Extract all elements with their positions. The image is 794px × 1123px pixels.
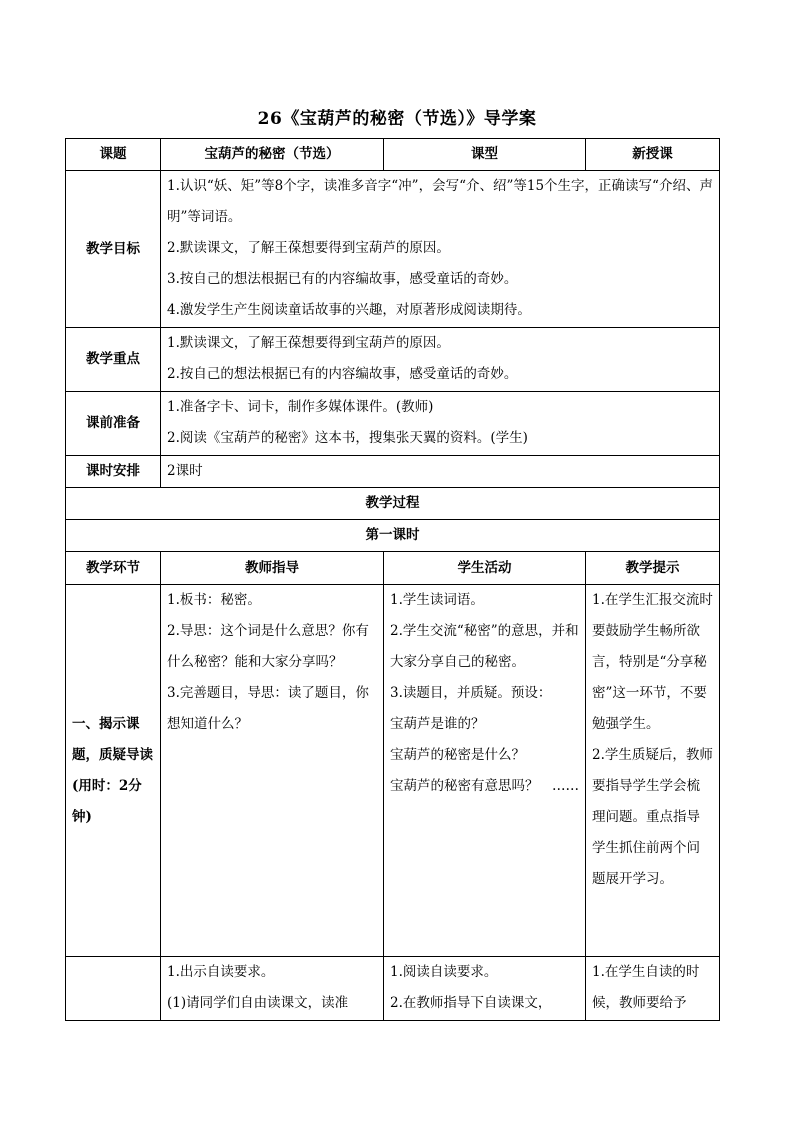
prep-item: 2.阅读《宝葫芦的秘密》这本书，搜集张天翼的资料。(学生) — [167, 430, 528, 446]
step2-student — [384, 957, 586, 1021]
teacher-item: 1.出示自读要求。 — [167, 964, 275, 980]
student-item: 宝葫芦是谁的？ — [390, 716, 485, 732]
goal-item: 3.按自己的想法根据已有的内容编故事，感受童话的奇妙。 — [167, 271, 518, 287]
schedule-label: 课时安排 — [66, 456, 161, 488]
lesson-title-row — [66, 520, 720, 552]
lesson-plan-table — [65, 138, 720, 1021]
goals-row — [66, 171, 720, 328]
goal-item: 4.激发学生产生阅读童话故事的兴趣，对原著形成阅读期待。 — [167, 302, 531, 318]
teacher-item: (1)请同学们自由读课文，读准 — [167, 995, 349, 1011]
column-header: 教学提示 — [586, 552, 720, 585]
step1-student — [384, 585, 586, 957]
process-title: 教学过程 — [66, 488, 720, 520]
student-item: 宝葫芦的秘密有意思吗？ …… — [390, 778, 579, 794]
tip-item: 2.学生质疑后，教师要指导学生学会梳理问题。重点指导学生抓住前两个问题展开学习。 — [592, 747, 713, 887]
header-row — [66, 139, 720, 171]
goal-item: 1.认识“妖、矩”等8个字，读准多音字“冲”，会写“介、绍”等15个生字，正确读写“介绍、声明”等词语。 — [167, 178, 713, 225]
teacher-item: 1.板书：秘密。 — [167, 592, 261, 608]
focus-content — [161, 328, 720, 392]
column-header-row — [66, 552, 720, 585]
step2-teacher — [161, 957, 384, 1021]
teacher-item: 3.完善题目，导思：读了题目，你想知道什么？ — [167, 685, 369, 732]
step1-row — [66, 585, 720, 957]
goal-item: 2.默读课文，了解王葆想要得到宝葫芦的原因。 — [167, 240, 450, 256]
step1-label: 一、揭示课题，质疑导读(用时：2分钟) — [72, 715, 153, 825]
teacher-item: 2.导思：这个词是什么意思？你有什么秘密？能和大家分享吗？ — [167, 623, 369, 670]
prep-content — [161, 392, 720, 456]
column-header: 学生活动 — [384, 552, 586, 585]
schedule-row — [66, 456, 720, 488]
column-header: 教学环节 — [66, 552, 161, 585]
type-value: 新授课 — [586, 139, 720, 171]
lesson-title: 第一课时 — [66, 520, 720, 552]
tip-item: 1.在学生自读的时候，教师要给予 — [592, 964, 700, 1011]
tip-item: 1.在学生汇报交流时要鼓励学生畅所欲言，特别是“分享秘密”这一环节，不要勉强学生。 — [592, 592, 713, 732]
focus-label: 教学重点 — [66, 328, 161, 392]
student-item: 1.学生读词语。 — [390, 592, 484, 608]
step2-tips — [586, 957, 720, 1021]
student-item: 2.学生交流“秘密”的意思，并和大家分享自己的秘密。 — [390, 623, 579, 670]
student-item: 3.读题目，并质疑。预设： — [390, 685, 552, 701]
topic-label: 课题 — [66, 139, 161, 171]
focus-item: 1.默读课文，了解王葆想要得到宝葫芦的原因。 — [167, 335, 450, 351]
process-title-row — [66, 488, 720, 520]
focus-item: 2.按自己的想法根据已有的内容编故事，感受童话的奇妙。 — [167, 366, 518, 382]
step1-tips — [586, 585, 720, 957]
focus-row — [66, 328, 720, 392]
goals-label: 教学目标 — [66, 171, 161, 328]
column-header: 教师指导 — [161, 552, 384, 585]
prep-label: 课前准备 — [66, 392, 161, 456]
step2-row — [66, 957, 720, 1021]
schedule-value: 2课时 — [161, 456, 720, 488]
topic-value: 宝葫芦的秘密（节选） — [161, 139, 384, 171]
step1-teacher — [161, 585, 384, 957]
document-title: 26《宝葫芦的秘密（节选）》导学案 — [257, 109, 537, 129]
student-item: 宝葫芦的秘密是什么？ — [390, 747, 525, 763]
prep-item: 1.准备字卡、词卡，制作多媒体课件。(教师) — [167, 399, 434, 415]
student-item: 1.阅读自读要求。 — [390, 964, 498, 980]
student-item: 2.在教师指导下自读课文， — [390, 995, 552, 1011]
type-label: 课型 — [384, 139, 586, 171]
goals-content — [161, 171, 720, 328]
prep-row — [66, 392, 720, 456]
step2-label — [66, 957, 161, 1021]
step1-label-cell — [66, 585, 161, 957]
